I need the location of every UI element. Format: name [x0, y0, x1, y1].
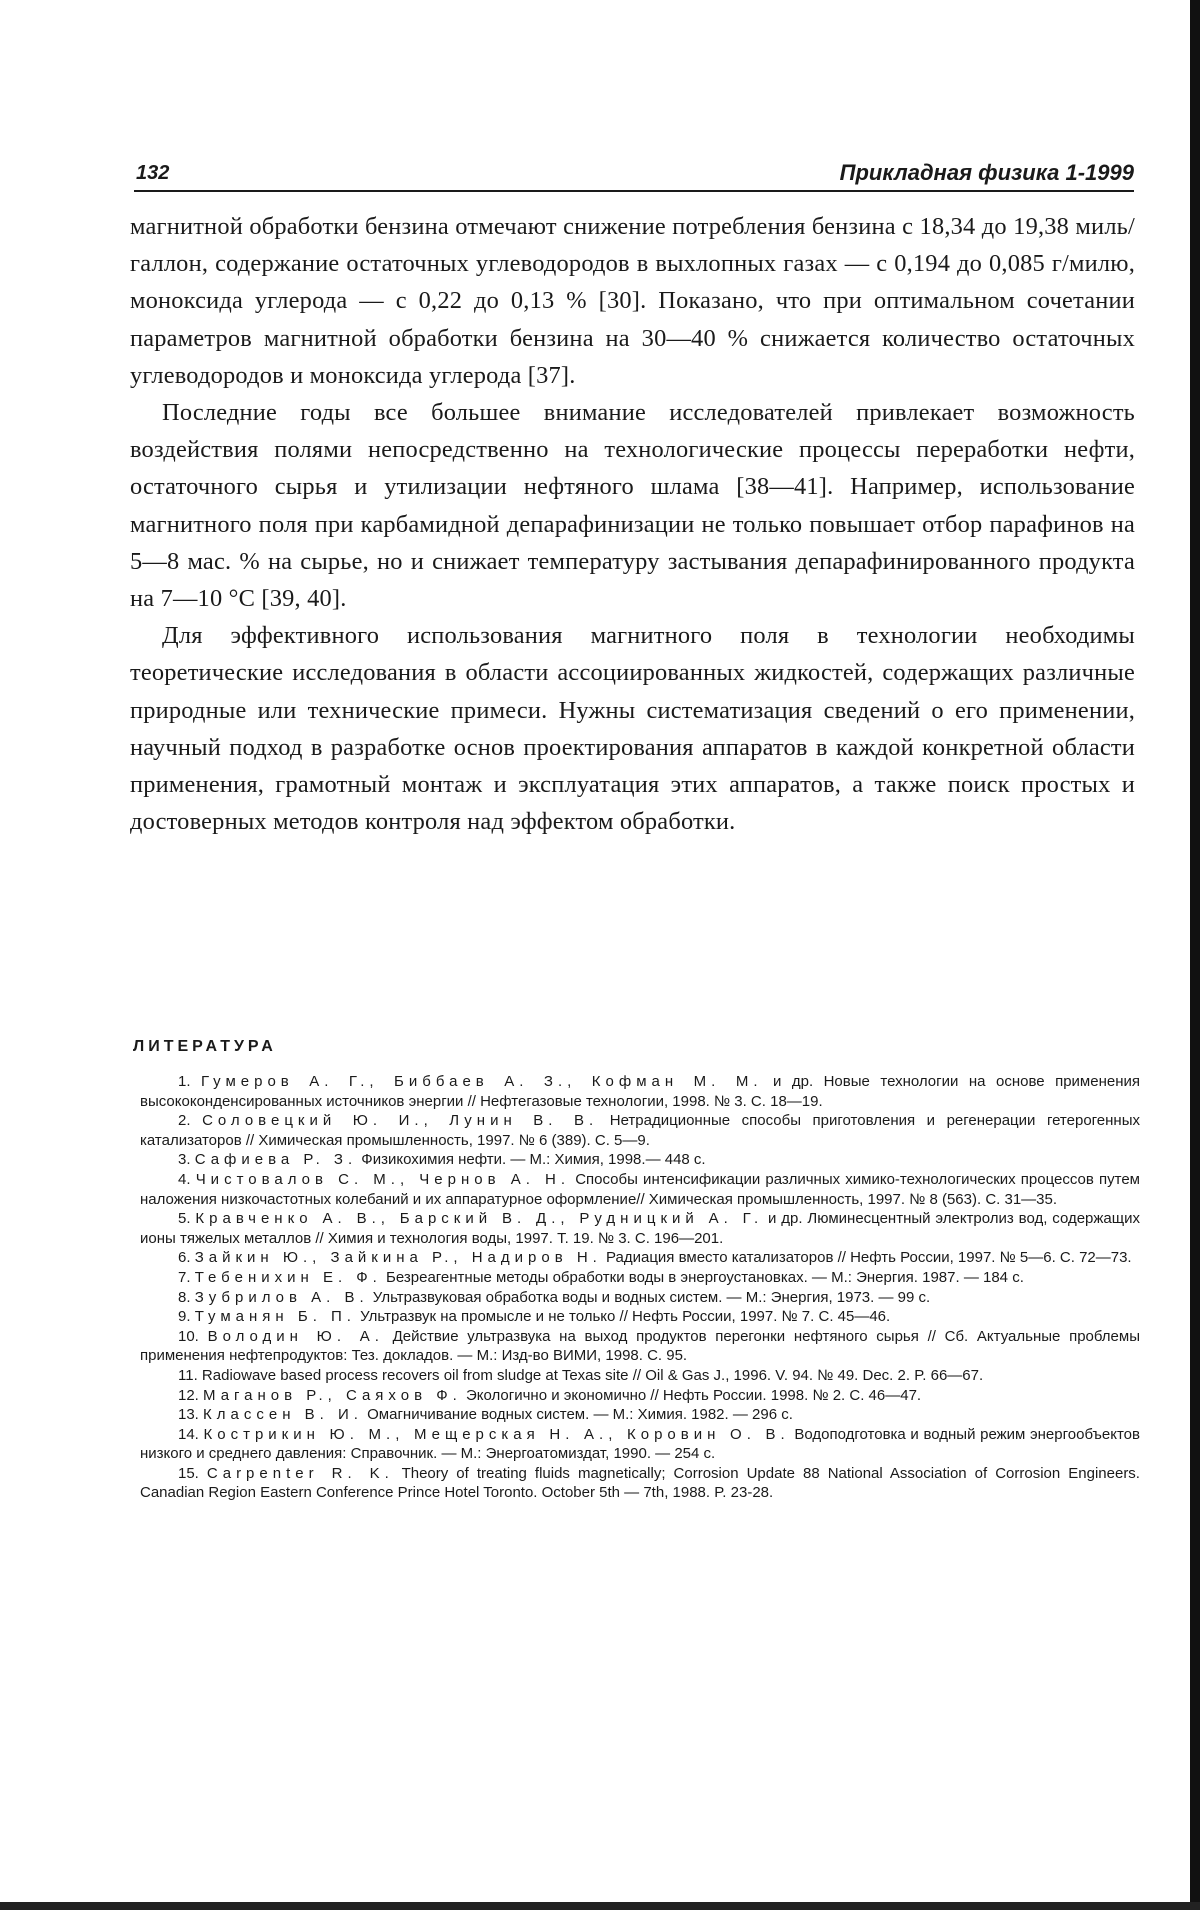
- reference-authors: Тебенихин Е. Ф.: [194, 1268, 382, 1286]
- reference-item: 10. Володин Ю. А. Действие ультразвука на выход продуктов перегонки нефтяного сырья // Сб. Актуальные проблемы применения нефтепродуктов: Тез. докладов. — М.: Изд-во ВИМИ, 1998. С. 95.: [140, 1327, 1140, 1365]
- reference-authors: Кравченко А. В., Барский В. Д., Рудницкий А. Г.: [195, 1210, 764, 1228]
- reference-item: 2. Соловецкий Ю. И., Лунин В. В. Нетрадиционные способы приготовления и регенерации гетерогенных катализаторов // Химическая промышленность, 1997. № 6 (389). С. 5—9.: [140, 1112, 1140, 1149]
- paragraph-continuation: магнитной обработки бензина отмечают снижение потребления бензина с 18,34 до 19,38 миль/галлон, содержание остаточных углеводородов в выхлопных газах — с 0,194 до 0,085 г/милю, моноксида углерода — с 0,22 до 0,13 % [30]. Показано, что при оптимальном сочетании параметров магнитной обработки бензина на 30—40 % снижается количество остаточных углеводородов и моноксида углерода [37].: [130, 213, 1135, 389]
- reference-authors: Чистовалов С. М., Чернов А. Н.: [195, 1170, 571, 1188]
- reference-item: 15. Carpenter R. K. Theory of treating fluids magnetically; Corrosion Update 88 National Association of Corrosion Engineers. Canadian Region Eastern Conference Prince Hotel Toronto. October 5th — 7th, 1988. P. 23-28.: [140, 1464, 1140, 1502]
- reference-item: 7. Тебенихин Е. Ф. Безреагентные методы обработки воды в энергоустановках. — М.: Энергия. 1987. — 184 с.: [178, 1268, 1024, 1286]
- reference-authors: Классен В. И.: [203, 1406, 363, 1424]
- journal-title: Прикладная физика 1-1999: [839, 160, 1134, 185]
- paragraph: Для эффективного использования магнитного поля в технологии необходимы теоретические исследования в области ассоциированных жидкостей, содержащих различные природные или технические примеси. Нужны систематизация сведений о его применении, научный подход в разработке основ проектирования аппаратов в каждой конкретной области применения, грамотный монтаж и эксплуатация этих аппаратов, а также поиск простых и достоверных методов контроля над эффектом обработки.: [130, 622, 1135, 836]
- reference-authors: Гумеров А. Г., Биббаев А. З., Кофман М. М.: [201, 1073, 763, 1090]
- reference-authors: Кострикин Ю. М., Мещерская Н. А., Коровин О. В.: [203, 1425, 790, 1443]
- reference-item: 3. Сафиева Р. З. Физикохимия нефти. — М.: Химия, 1998.— 448 с.: [178, 1151, 706, 1169]
- body-text: [130, 208, 1135, 840]
- reference-item: 4. Чистовалов С. М., Чернов А. Н. Способы интенсификации различных химико-технологических процессов путем наложения низкочастотных колебаний и их аппаратурное оформление// Химическая промышленность, 1997. № 8 (563). С. 31—35.: [140, 1170, 1140, 1208]
- reference-item: 13. Классен В. И. Омагничивание водных систем. — М.: Химия. 1982. — 296 с.: [178, 1406, 793, 1424]
- running-head: [134, 160, 1134, 192]
- reference-authors: Маганов Р., Саяхов Ф.: [203, 1386, 462, 1404]
- reference-authors: Сафиева Р. З.: [194, 1151, 358, 1169]
- reference-item: 12. Маганов Р., Саяхов Ф. Экологично и экономично // Нефть России. 1998. № 2. С. 46—47.: [178, 1386, 922, 1404]
- scan-border-bottom: [0, 1902, 1200, 1910]
- reference-authors: Carpenter R. K.: [206, 1464, 394, 1482]
- references-heading: ЛИТЕРАТУРА: [133, 1038, 277, 1055]
- reference-authors: Зайкин Ю., Зайкина Р., Надиров Н.: [194, 1249, 602, 1267]
- reference-item: 6. Зайкин Ю., Зайкина Р., Надиров Н. Радиация вместо катализаторов // Нефть России, 1997. № 5—6. С. 72—73.: [178, 1249, 1132, 1267]
- page-number: 132: [136, 162, 170, 184]
- reference-item: 5. Кравченко А. В., Барский В. Д., Рудницкий А. Г. и др. Люминесцентный электролиз вод, содержащих ионы тяжелых металлов // Химия и технология воды, 1997. Т. 19. № 3. С. 196—201.: [140, 1210, 1140, 1247]
- scan-border-right: [1190, 0, 1200, 1910]
- reference-authors: Зубрилов А. В.: [194, 1288, 369, 1306]
- reference-item: 1. Гумеров А. Г., Биббаев А. З., Кофман М. М. и др. Новые технологии на основе применения высококонденсированных источников энергии // Нефтегазовые технологии, 1998. № 3. С. 18—19.: [140, 1073, 1140, 1110]
- reference-item: 14. Кострикин Ю. М., Мещерская Н. А., Коровин О. В. Водоподготовка и водный режим энергообъектов низкого и среднего давления: Справочник. — М.: Энергоатомиздат, 1990. — 254 с.: [140, 1425, 1140, 1463]
- reference-item: 11. Radiowave based process recovers oil from sludge at Texas site // Oil & Gas J., 1996. V. 94. № 49. Dec. 2. P. 66—67.: [178, 1366, 984, 1384]
- reference-authors: Туманян Б. П.: [194, 1308, 356, 1326]
- reference-item: 8. Зубрилов А. В. Ультразвуковая обработка воды и водных систем. — М.: Энергия, 1973. — 99 с.: [178, 1288, 931, 1306]
- paragraph: Последние годы все большее внимание исследователей привлекает возможность воздействия полями непосредственно на технологические процессы переработки нефти, остаточного сырья и утилизации нефтяного шлама [38—41]. Например, использование магнитного поля при карбамидной депарафинизации не только повышает отбор парафинов на 5—8 мас. % на сырье, но и снижает температуру застывания депарафинированного продукта на 7—10 °С [39, 40].: [130, 399, 1135, 613]
- reference-item: 9. Туманян Б. П. Ультразвук на промысле и не только // Нефть России, 1997. № 7. С. 45—46.: [178, 1308, 891, 1326]
- reference-authors: Володин Ю. А.: [207, 1327, 384, 1345]
- reference-authors: Соловецкий Ю. И., Лунин В. В.: [202, 1112, 599, 1130]
- references-list: [140, 1072, 1140, 1503]
